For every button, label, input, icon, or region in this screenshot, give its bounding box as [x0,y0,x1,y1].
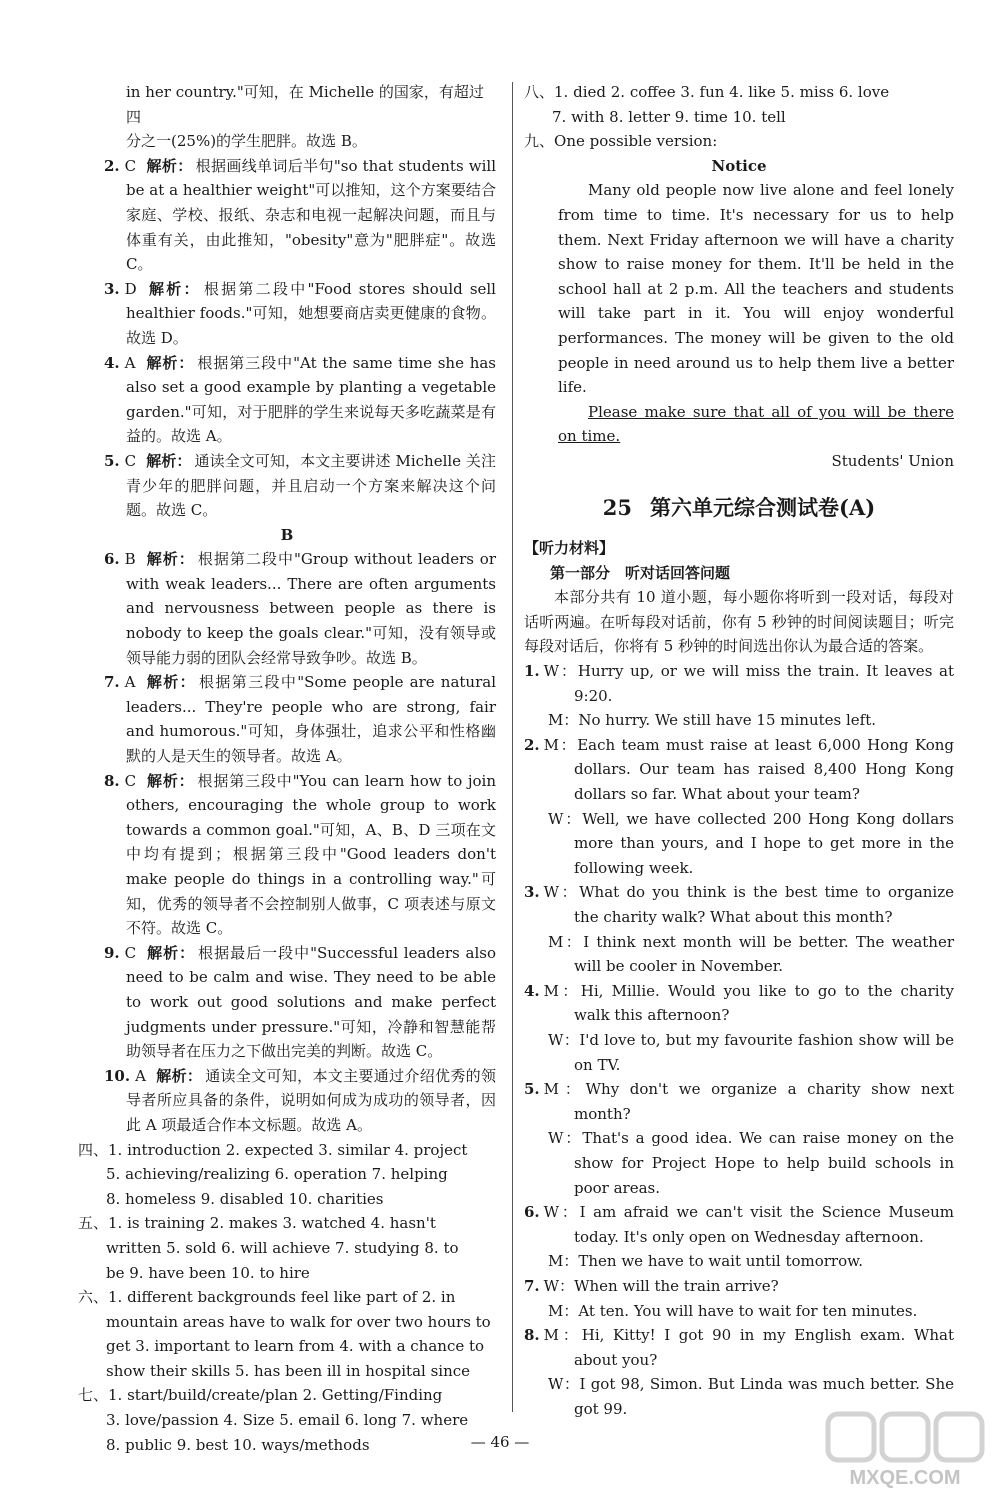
notice-signature: Students' Union [831,451,954,470]
notice-body: Many old people now live alone and feel lonely from time to time. It's necessary for us to help them. Next Friday afternoon we will have a charity show to raise money for them. It'll be held in the school hall at 2 p.m. All the teachers and students will take part in it. You will enjoy wonderful performances. The money will be given to the old people in need around us to help them live a better life. [558,181,954,397]
dialogue-line [524,1126,954,1200]
analysis-tag: 解析： [146,451,192,470]
unit-title [524,496,954,521]
section-label: 七、 [78,1386,109,1405]
speaker: M： [548,711,579,730]
section-label: 八、 [524,83,555,101]
part-one-heading: 第一部分 听对话回答问题 [550,563,731,582]
answer-line: 8. public 9. best 10. ways/methods [106,1435,370,1454]
dialogue-line [524,1249,954,1274]
item-number: 10. [104,1066,131,1085]
utterance: Why don't we organize a charity show next month? [574,1080,954,1123]
intro-line-1: in her country."可知，在 Michelle 的国家，有超过四 [126,83,484,126]
section-nine-text: One possible version: [554,132,718,151]
utterance: Then we have to wait until tomorrow. [578,1252,863,1271]
analysis-text: 根据第三段中"At the same time she has also set a good example by planting a vegetable garden."可知，对于肥胖的学生来说每天多吃蔬菜是有益的。故选 A。 [126,353,496,446]
answer-line: show their skills 5. has been ill in hospital since [106,1361,471,1380]
answer-line: be 9. have been 10. to hire [106,1263,310,1282]
utterance: That's a good idea. We can raise money on the show for Project Hope to help build schools in poor areas. [574,1129,954,1197]
dialogue-number: 1. [524,662,540,681]
answer-line: 1. is training 2. makes 3. watched 4. hasn't [108,1214,436,1233]
answer-item [78,154,496,277]
answer-item [78,1064,496,1138]
dialogue-line [524,659,954,708]
answer-line: 8. homeless 9. disabled 10. charities [106,1189,384,1208]
item-answer: A [124,353,136,372]
analysis-tag: 解析： [145,550,195,569]
dialogue-number: 8. [524,1326,540,1345]
section-eight [524,80,954,129]
analysis-text: 根据第二段中"Food stores should sell healthier foods."可知，她想要商店卖更健康的食物。故选 D。 [126,279,496,347]
answer-line: 1. start/build/create/plan 2. Getting/Finding [108,1386,443,1405]
section-four [78,1138,496,1212]
dialogue-line [524,1299,954,1324]
item-number: 5. [104,451,120,470]
part-one-intro: 本部分共有 10 道小题，每小题你将听到一段对话，每段对话听两遍。在听每段对话前，你有 5 秒钟的时间阅读题目；听完每段对话后，你将有 5 秒钟的时间选出你认为最合适的答案。 [524,588,954,656]
intro-line-2: 分之一(25%)的学生肥胖。故选 B。 [126,132,367,151]
utterance: I got 98, Simon. But Linda was much better. She got 99. [574,1375,954,1418]
dialogue-line [524,807,954,881]
dialogue-number: 7. [524,1276,540,1295]
item-answer: A [124,673,136,692]
utterance: I'd love to, but my favourite fashion show will be on TV. [574,1030,955,1074]
answers-section-b [78,547,496,1137]
speaker: M： [543,1080,586,1099]
dialogue-number: 5. [524,1080,540,1099]
item-answer: C [124,156,137,175]
analysis-tag: 解析： [155,1066,203,1085]
notice-title: Notice [711,156,767,175]
dialogue-line [524,733,954,807]
section-five [78,1211,496,1285]
dialogue-line [524,708,954,733]
speaker: M： [548,1252,579,1271]
analysis-text: 通读全文可知，本文主要讲述 Michelle 关注青少年的肥胖问题，并且启动一个方案来解决这个问题。故选 C。 [126,451,496,520]
speaker: W： [548,809,583,828]
speaker: M： [543,735,578,754]
answer-line: 3. love/passion 4. Size 5. email 6. long 7. where [106,1411,469,1430]
answer-line: 5. achieving/realizing 6. operation 7. helping [106,1165,448,1184]
item-answer: C [124,451,137,470]
analysis-tag: 解析： [145,673,197,692]
section-b-heading: B [280,525,294,544]
speaker: W： [548,1375,580,1394]
dialogue-list [524,659,954,1421]
answer-line: 1. died 2. coffee 3. fun 4. like 5. miss 6. love [554,83,890,101]
item-answer: A [135,1066,146,1085]
answer-item [78,769,496,941]
unit-title-text: 第六单元综合测试卷(A) [650,494,876,520]
item-number: 3. [104,279,120,298]
item-number: 2. [104,156,120,175]
section-label: 四、 [78,1140,109,1159]
speaker: M： [548,932,584,951]
page-number: — 46 — [470,1433,530,1451]
dialogue-line [524,1274,954,1299]
section-nine [524,129,954,154]
analysis-tag: 解析： [145,353,195,372]
dialogue-line [524,979,954,1028]
speaker: W： [543,662,578,681]
item-number: 8. [104,771,120,790]
unit-number: 25 [602,494,633,520]
section-label: 九、 [524,132,555,151]
analysis-text: 根据画线单词后半句"so that students will be at a healthier weight"可以推知，这个方案要结合家庭、学校、报纸、杂志和电视一起解决问题，而且与体重有关，由此推知，"obesity"意为"肥胖症"。故选 C。 [126,156,496,274]
utterance: Well, we have collected 200 Hong Kong dollars more than yours, and I hope to get more in the following week. [574,809,954,877]
utterance: I think next month will be better. The weather will be cooler in November. [574,932,954,976]
dialogue-line [524,1077,954,1126]
dialogue-number: 6. [524,1203,540,1222]
item-number: 9. [104,943,120,962]
watermark-logo [820,1408,990,1492]
speaker: W： [543,1276,575,1295]
answer-item [78,670,496,768]
dialogue-line [524,1323,954,1372]
answer-item [78,547,496,670]
speaker: M： [548,1301,579,1320]
item-number: 4. [104,353,120,372]
utterance: What do you think is the best time to organize the charity walk? What about this month? [574,883,954,926]
answer-line: 1. different backgrounds feel like part of 2. in [108,1288,456,1307]
speaker: M： [543,1326,582,1345]
column-divider [512,82,513,1412]
item-answer: B [124,550,136,569]
dialogue-line [524,1200,954,1249]
dialogue-line [524,930,954,979]
analysis-tag: 解析： [146,771,195,790]
dialogue-number: 3. [524,883,540,902]
answer-line: written 5. sold 6. will achieve 7. studying 8. to [106,1238,459,1257]
utterance: No hurry. We still have 15 minutes left. [578,711,877,730]
dialogue-number: 4. [524,981,540,1000]
analysis-tag: 解析： [146,943,196,962]
speaker: W： [543,883,580,902]
utterance: Each team must raise at least 6,000 Hong Kong dollars. Our team has raised 8,400 Hong Kong dollars so far. What about your team? [574,735,955,804]
item-number: 6. [104,550,120,569]
speaker: W： [548,1030,580,1049]
utterance: At ten. You will have to wait for ten minutes. [578,1301,918,1320]
dialogue-number: 2. [524,735,540,754]
section-label: 六、 [78,1288,109,1307]
answer-line: mountain areas have to walk for over two hours to [106,1312,491,1331]
section-label: 五、 [78,1214,109,1233]
answer-line: 7. with 8. letter 9. time 10. tell [552,107,786,126]
speaker: M： [543,981,581,1000]
utterance: Hurry up, or we will miss the train. It leaves at 9:20. [574,662,955,705]
dialogue-line [524,1028,954,1077]
item-number: 7. [104,673,120,692]
analysis-tag: 解析： [146,156,193,175]
answer-item [78,449,496,523]
utterance: Hi, Millie. Would you like to go to the charity walk this afternoon? [574,981,954,1025]
listening-heading: 【听力材料】 [524,539,615,558]
utterance: Hi, Kitty! I got 90 in my English exam. What about you? [574,1326,954,1369]
analysis-text: 通读全文可知，本文主要通过介绍优秀的领导者所应具备的条件，说明如何成为成功的领导者，因此 A 项最适合作本文标题。故选 A。 [126,1066,496,1134]
analysis-text: 根据第二段中"Group without leaders or with weak leaders... There are often arguments and nervousness between people as there is nobody to keep the goals clear."可知，没有领导或领导能力弱的团队会经常导致争吵。故选 B。 [126,550,496,667]
answers-section-a [78,154,496,523]
utterance: I am afraid we can't visit the Science Museum today. It's only open on Wednesday afternoon. [574,1203,954,1246]
answer-item [78,941,496,1064]
analysis-tag: 解析： [146,279,201,298]
watermark-text: MXQE.COM [849,1467,961,1489]
item-answer: C [124,943,137,962]
answer-item [78,351,496,449]
item-answer: D [124,279,137,298]
answer-line: 1. introduction 2. expected 3. similar 4. project [108,1140,468,1159]
item-answer: C [124,771,137,790]
speaker: W： [543,1203,580,1222]
answer-item [78,277,496,351]
left-column [78,80,496,1457]
analysis-text: 根据第三段中"You can learn how to join others, encouraging the whole group to work towards a common goal."可知，A、B、D 三项在文中均有提到；根据第三段中"Good leaders don't make people do things in a controlling way."可知，优秀的领导者不会控制别人做事，C 项表述与原文不符。故选 C。 [126,771,496,938]
answer-line: get 3. important to learn from 4. with a chance to [106,1337,485,1356]
speaker: W： [548,1129,583,1148]
analysis-text: 根据第三段中"Some people are natural leaders... They're people who are strong, fair and humorous."可知，身体强壮，追求公平和性格幽默的人是天生的领导者。故选 A。 [126,673,496,766]
right-column [524,80,954,1421]
dialogue-line [524,880,954,929]
analysis-text: 根据最后一段中"Successful leaders also need to be calm and wise. They need to be able to work out good solutions and make perfect judgments under pressure."可知，冷静和智慧能帮助领导者在压力之下做出完美的判断。故选 C。 [126,943,496,1061]
notice-last-line: Please make sure that all of you will be there on time. [558,402,954,446]
utterance: When will the train arrive? [574,1276,779,1295]
section-six [78,1285,496,1383]
